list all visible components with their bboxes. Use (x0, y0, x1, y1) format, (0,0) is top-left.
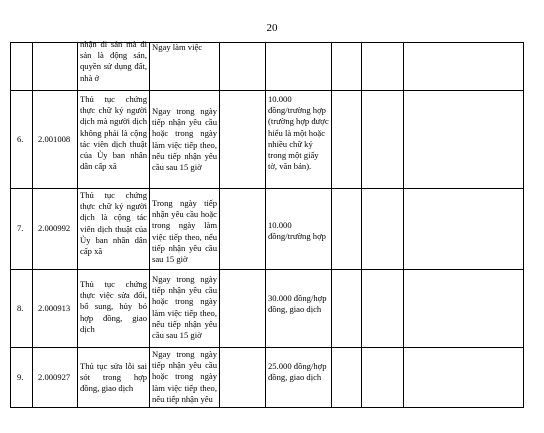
row-procedure: Thủ tục chứng thực chữ ký người dịch mà người dịch không phải là cộng tác viên dịch thuật của Ủy ban nhân dân cấp xã (80, 94, 147, 172)
row-code: 2.000913 (38, 302, 71, 313)
row-fee: 10.000 đồng/trường hợp (268, 220, 326, 242)
row-deadline: Ngay trong ngày tiếp nhận yêu cầu hoặc trong ngày làm việc tiếp theo, nếu tiếp nhận yêu cầu sau 15 giờ (152, 274, 217, 341)
row-deadline: Ngay trong ngày tiếp nhận yêu cầu hoặc trong ngày làm việc tiếp theo, nếu tiếp nhận yêu cầu sau 15 giờ (152, 106, 217, 173)
row-divider (11, 90, 523, 91)
row-divider (11, 269, 523, 270)
row-code: 2.000927 (38, 372, 71, 383)
row-stt: 6. (17, 133, 24, 144)
column-divider (361, 43, 362, 407)
row-code: 2.000992 (38, 223, 71, 234)
column-divider (331, 43, 332, 407)
row-procedure: nhận di sản mà di sản là động sản, quyền sử dụng đất, nhà ở (80, 39, 147, 83)
row-deadline: Ngay trong ngày tiếp nhận yêu cầu hoặc trong ngày làm việc tiếp theo, nếu tiếp nhận yêu (152, 349, 217, 404)
page-number: 20 (266, 22, 278, 34)
row-deadline: Ngay làm việc (152, 42, 203, 52)
row-procedure: Thủ tục chứng thực việc sửa đổi, bổ sung, hủy bỏ hợp đồng, giao dịch (80, 279, 147, 334)
row-fee (268, 45, 329, 90)
row-stt: 7. (17, 223, 24, 234)
row-procedure: Thủ tục sửa lỗi sai sót trong hợp đồng, giao dịch (80, 361, 147, 394)
row-fee: 10.000 đồng/trường hợp (trường hợp được hiểu là một hoặc nhiều chữ ký trong một giấy tờ, văn bản). (268, 94, 329, 172)
row-divider (11, 188, 523, 189)
column-divider (149, 43, 150, 407)
row-stt: 9. (17, 372, 24, 383)
column-divider (403, 43, 404, 407)
row-stt: 8. (17, 302, 24, 313)
column-divider (265, 43, 266, 407)
row-code (33, 43, 82, 90)
row-fee: 25.000 đồng/hợp đồng, giao dịch (268, 361, 327, 383)
row-divider (11, 347, 523, 348)
procedures-table (10, 39, 524, 408)
row-deadline: Trong ngày tiếp nhận yêu cầu hoặc trong ngày làm việc tiếp theo, nếu tiếp nhận yêu cầu sau 15 giờ (152, 198, 217, 265)
row-procedure: Thủ tục chứng thực chữ ký người dịch là cộng tác viên dịch thuật của Ủy ban nhân dân cấp xã (80, 190, 147, 257)
row-code: 2.001008 (38, 133, 71, 144)
row-fee: 30.000 đồng/hợp đồng, giao dịch (268, 293, 327, 315)
column-divider (219, 43, 220, 407)
